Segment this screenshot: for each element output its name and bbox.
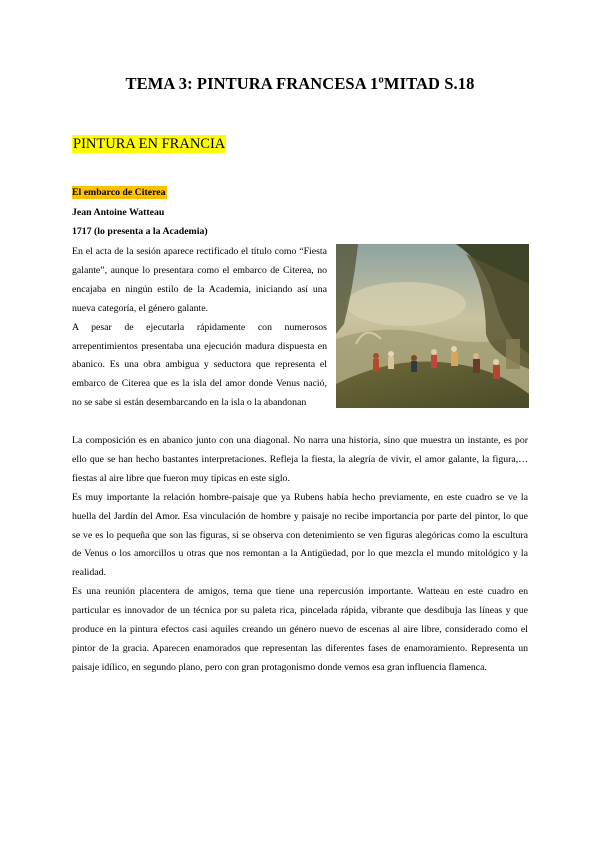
artwork-date: 1717 (lo presenta a la Academia) [72, 226, 208, 237]
painting-image [336, 244, 529, 408]
section-heading: PINTURA EN FRANCIA [73, 136, 226, 152]
artist-name: Jean Antoine Watteau [72, 207, 165, 218]
paragraph: Es muy importante la relación hombre-paisaje que ya Rubens había hecho previamente, en este cuadro se ve la huella del Jardín del Amor. Esa vinculación de hombre y paisaje no recibe importancia por parte del pintor, lo que se ve es lo pequeña que son las figuras, si se observa con detenimiento se ven figuras alegóricas como la escultura de Venus o los amorcillos u otras que nos remontan a la Antigüedad, por lo que mezcla el mundo mitológico y la realidad. [72, 491, 528, 579]
paragraph: En el acta de la sesión aparece rectificado el título como “Fiesta galante”, aunque lo presentara como el embarco de Citerea, no encajaba en ningún estilo de la Academia, iniciando así una nueva categoría, el género galante. [72, 246, 327, 314]
artwork-title: El embarco de Citerea [72, 187, 166, 198]
body-text [72, 432, 528, 678]
document-title: TEMA 3: PINTURA FRANCESA 1ºMITAD S.18 [125, 74, 475, 93]
intro-text [72, 243, 327, 413]
paragraph: Es una reunión placentera de amigos, tema que tiene una repercusión importante. Watteau en este cuadro en particular es innovador de un técnica por su paleta rica, pincelada rápida, vibrante que desdibuja las líneas y que produce en la pintura efectos casi aquiles creando un género nuevo de escenas al aire libre, considerado como el pintor de la gracia. Aparecen enamorados que representan las diferentes fases de enamoramiento. Representa un paisaje idílico, en segundo plano, pero con gran protagonismo donde vemos esa gran influencia flamenca. [72, 586, 528, 673]
paragraph: La composición es en abanico junto con una diagonal. No narra una historia, sino que muestra un instante, es por ello que se han hecho bastantes interpretaciones. Refleja la fiesta, la alegría de vivir, el amor galante, la figura,… fiestas al aire libre que fueron muy típicas en este siglo. [72, 435, 528, 484]
paragraph: A pesar de ejecutarla rápidamente con numerosos arrepentimientos presentaba una ejecución madura dispuesta en abanico. Es una obra ambigua y seductora que representa el embarco de Citerea que es la isla del amor donde Venus nació, no se sabe si están desembarcando en la isla o la abandonan [72, 321, 327, 409]
